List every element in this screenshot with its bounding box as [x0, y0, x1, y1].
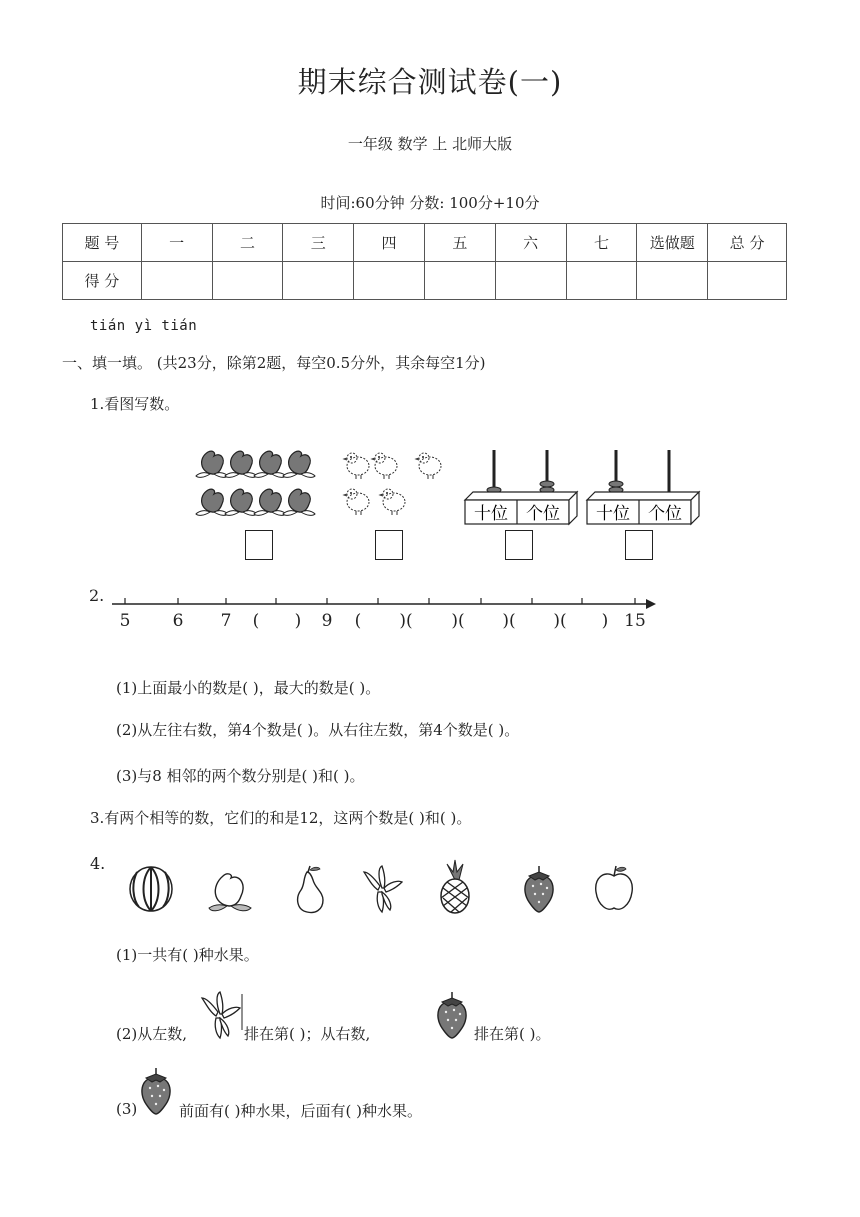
table-cell: 总 分: [708, 224, 787, 262]
strawberry-icon: [525, 866, 553, 912]
table-cell: 得 分: [63, 262, 142, 300]
question-4-label: 4.: [90, 854, 106, 873]
abacus-2: [585, 448, 703, 528]
table-cell: 题 号: [63, 224, 142, 262]
table-cell: 六: [495, 224, 566, 262]
time-score-info: 时间:60分钟 分数: 100分+10分: [320, 194, 540, 212]
apple-icon: [596, 866, 633, 909]
question-2-sub-3: (3)与8 相邻的两个数分别是( )和( )。: [116, 767, 365, 785]
table-cell: 七: [566, 224, 637, 262]
number-line-label: (: [252, 611, 260, 631]
number-line-label: 6: [172, 611, 184, 631]
table-cell: 一: [141, 224, 212, 262]
answer-box-3[interactable]: [505, 530, 533, 560]
number-line-label: (: [354, 611, 362, 631]
banana-icon: [364, 866, 402, 912]
table-cell: 三: [283, 224, 354, 262]
pineapple-icon: [441, 860, 469, 913]
table-cell: 五: [424, 224, 495, 262]
question-4-sub-2-part-c: 排在第( )。: [474, 1025, 551, 1043]
question-1-label: 1.看图写数。: [90, 395, 180, 413]
number-line-label: ): [601, 611, 609, 631]
abacus-1: [463, 448, 581, 528]
page-title: 期末综合测试卷(一): [297, 65, 563, 99]
number-line-label: )(: [399, 611, 413, 631]
score-input-cell[interactable]: [566, 262, 637, 300]
strawberry-icon: [434, 990, 474, 1040]
score-input-cell[interactable]: [354, 262, 425, 300]
question-2-sub-2: (2)从左往右数，第4个数是( )。从右往左数，第4个数是( )。: [116, 721, 520, 739]
page-subtitle: 一年级 数学 上 北师大版: [347, 135, 513, 153]
abacus-ones-label: 个位: [526, 504, 560, 524]
table-cell: 四: [354, 224, 425, 262]
number-line-label: ): [294, 611, 302, 631]
question-4-sub-2-part-a: (2)从左数,: [116, 1025, 188, 1043]
score-input-cell[interactable]: [141, 262, 212, 300]
score-table: [62, 223, 787, 300]
table-cell: 二: [212, 224, 283, 262]
score-input-cell[interactable]: [708, 262, 787, 300]
banana-icon: [200, 990, 244, 1042]
answer-box-1[interactable]: [245, 530, 273, 560]
fruit-row: [125, 858, 645, 918]
strawberry-icon: [138, 1066, 178, 1116]
pinyin-annotation: tián yì tián: [90, 318, 198, 334]
score-table-score-row: [63, 262, 787, 300]
question-4-sub-2-part-b: 排在第( )；从右数,: [244, 1025, 371, 1043]
number-line-label: )(: [502, 611, 516, 631]
score-input-cell[interactable]: [637, 262, 708, 300]
score-input-cell[interactable]: [212, 262, 283, 300]
abacus-tens-label: 十位: [474, 504, 508, 524]
score-input-cell[interactable]: [495, 262, 566, 300]
question-3-label: 3.有两个相等的数，它们的和是12，这两个数是( )和( )。: [90, 809, 472, 827]
score-input-cell[interactable]: [424, 262, 495, 300]
question-4-sub-3-part-a: (3): [116, 1100, 138, 1118]
number-line-label: 15: [624, 611, 646, 631]
score-input-cell[interactable]: [283, 262, 354, 300]
abacus-ones-label: 个位: [648, 504, 682, 524]
number-line-label: )(: [451, 611, 465, 631]
peach-icon: [196, 451, 228, 477]
number-line-label: 7: [220, 611, 232, 631]
table-cell: 选做题: [637, 224, 708, 262]
question-2-label: 2.: [89, 586, 105, 605]
score-table-header-row: [63, 224, 787, 262]
abacus-tens-label: 十位: [596, 504, 630, 524]
peaches-picture: [196, 448, 321, 523]
question-2-sub-1: (1)上面最小的数是( )，最大的数是( )。: [116, 679, 381, 697]
number-line: [108, 594, 658, 634]
watermelon-icon: [130, 867, 172, 911]
question-4-sub-3-part-b: 前面有( )种水果，后面有( )种水果。: [179, 1102, 422, 1120]
chick-icon: [344, 453, 369, 479]
number-line-label: 9: [321, 611, 333, 631]
number-line-label: )(: [553, 611, 567, 631]
pear-icon: [298, 866, 323, 913]
answer-box-2[interactable]: [375, 530, 403, 560]
number-line-label: 5: [119, 611, 131, 631]
section-heading: 一、填一填。 (共23分，除第2题，每空0.5分外，其余每空1分): [62, 354, 486, 372]
question-4-sub-1: (1)一共有( )种水果。: [116, 946, 259, 964]
chicks-picture: [344, 452, 449, 522]
peach-icon: [209, 874, 251, 911]
answer-box-4[interactable]: [625, 530, 653, 560]
